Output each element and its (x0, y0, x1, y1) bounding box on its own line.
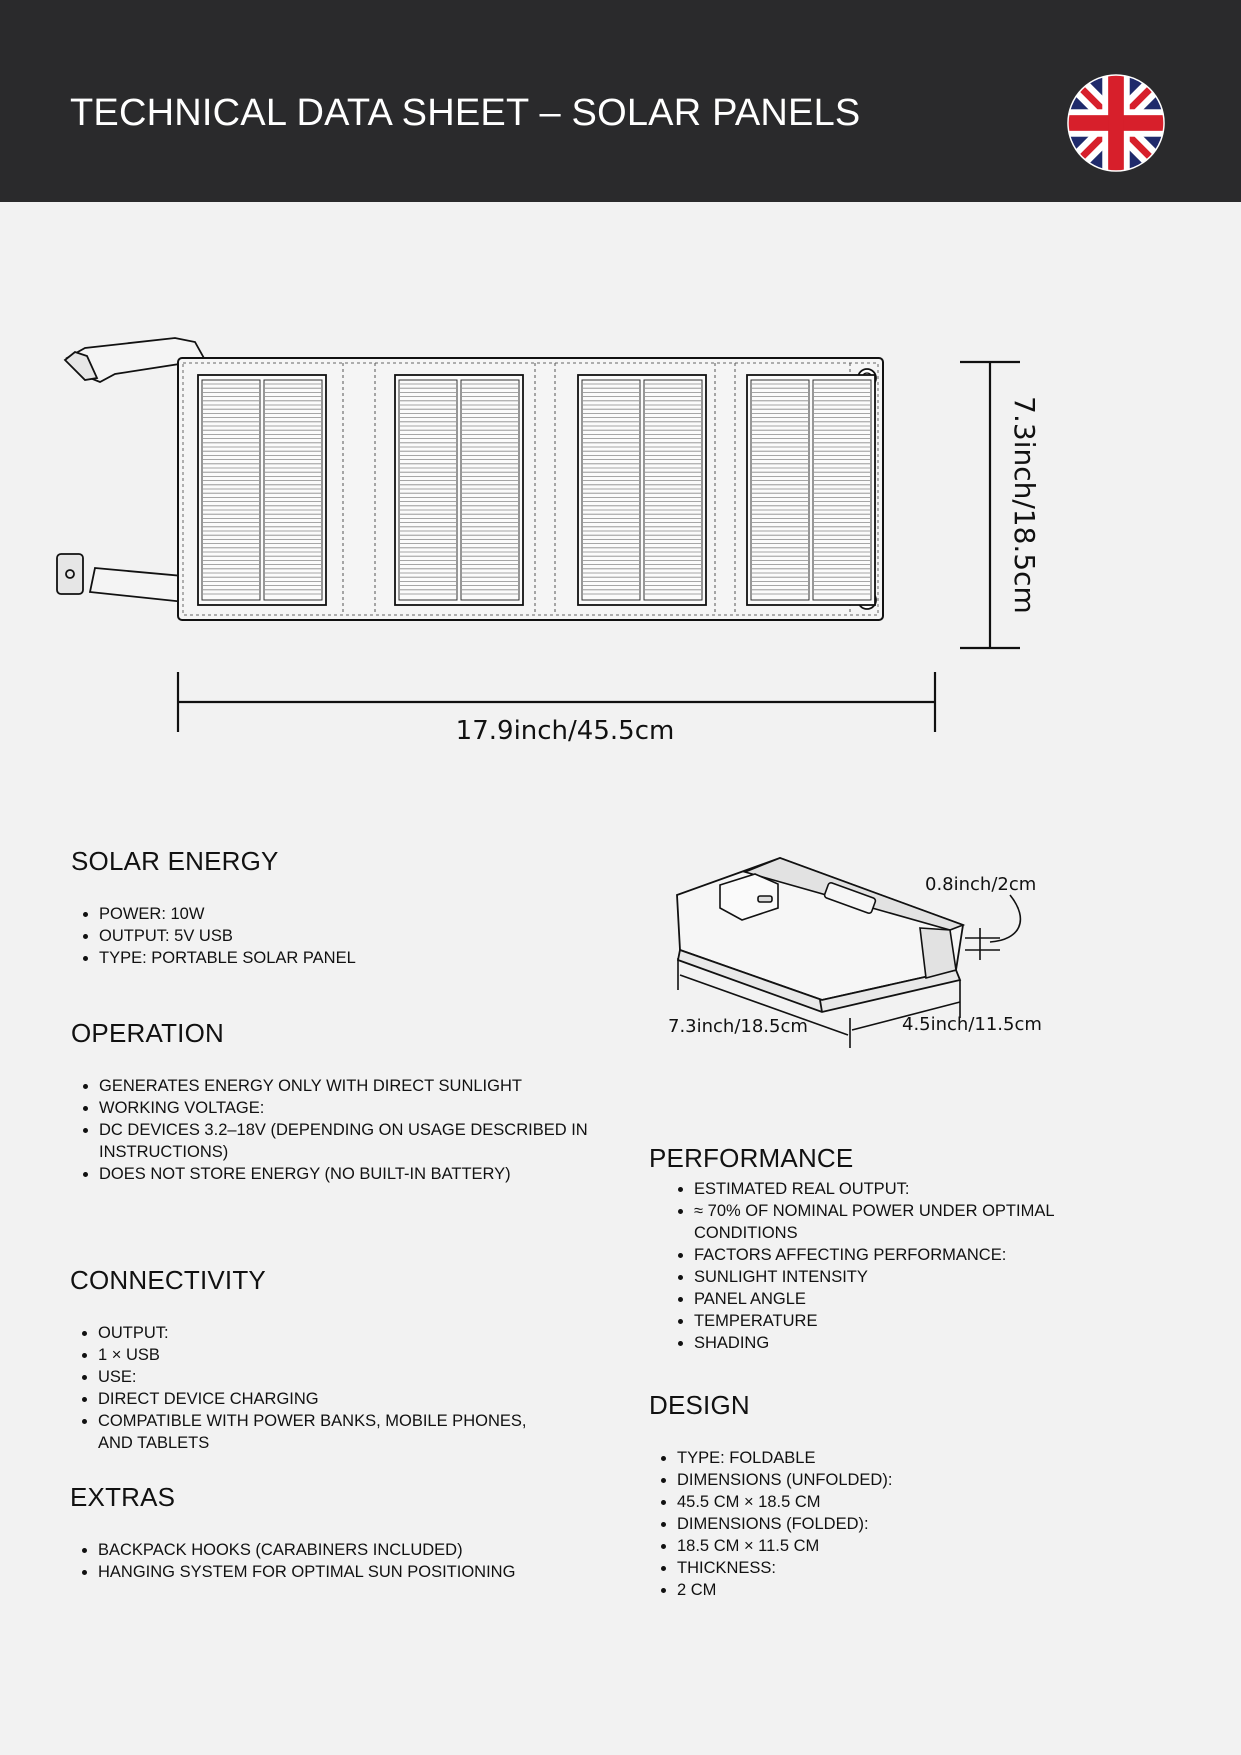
list-item: • 45.5 CM × 18.5 CM (677, 1491, 1069, 1513)
bullet-list (71, 903, 631, 969)
list-item: • HANGING SYSTEM FOR OPTIMAL SUN POSITIONING (98, 1561, 630, 1583)
list-item: • 1 × USB (98, 1344, 550, 1366)
bullet-list (649, 1178, 1089, 1354)
page-title: TECHNICAL DATA SHEET – SOLAR PANELS (70, 92, 861, 134)
bullet-list (70, 1539, 630, 1583)
list-item: • OUTPUT: 5V USB (99, 925, 631, 947)
section-extras (70, 1482, 630, 1583)
list-item: • OUTPUT: (98, 1322, 550, 1344)
list-item: • DIMENSIONS (FOLDED): (677, 1513, 1069, 1535)
unfolded-panel-diagram (55, 330, 1050, 750)
list-item: • DOES NOT STORE ENERGY (NO BUILT-IN BATTERY) (99, 1163, 611, 1185)
list-item: • THICKNESS: (677, 1557, 1069, 1579)
list-item: • SUNLIGHT INTENSITY (694, 1266, 1089, 1288)
list-item: • DIRECT DEVICE CHARGING (98, 1388, 550, 1410)
width-dimension-label: 17.9inch/45.5cm (455, 716, 675, 746)
list-item: • POWER: 10W (99, 903, 631, 925)
list-item: • PANEL ANGLE (694, 1288, 1089, 1310)
list-item: • SHADING (694, 1332, 1089, 1354)
bullet-list (649, 1447, 1069, 1601)
list-item: • TYPE: PORTABLE SOLAR PANEL (99, 947, 631, 969)
section-title: SOLAR ENERGY (71, 846, 279, 876)
height-dimension-label: 7.3inch/18.5cm (1008, 396, 1041, 614)
list-item: • 18.5 CM × 11.5 CM (677, 1535, 1069, 1557)
section-operation (71, 1018, 611, 1185)
list-item: • WORKING VOLTAGE: (99, 1097, 611, 1119)
list-item: • COMPATIBLE WITH POWER BANKS, MOBILE PHONES, AND TABLETS (98, 1410, 550, 1454)
section-title: CONNECTIVITY (70, 1265, 266, 1295)
header-bar (0, 0, 1241, 202)
uk-flag-icon (1067, 74, 1165, 172)
list-item: • DIMENSIONS (UNFOLDED): (677, 1469, 1069, 1491)
section-solar-energy (71, 846, 631, 969)
list-item: • BACKPACK HOOKS (CARABINERS INCLUDED) (98, 1539, 630, 1561)
list-item: • FACTORS AFFECTING PERFORMANCE: (694, 1244, 1089, 1266)
list-item: • ≈ 70% OF NOMINAL POWER UNDER OPTIMAL CONDITIONS (694, 1200, 1089, 1244)
list-item: • GENERATES ENERGY ONLY WITH DIRECT SUNLIGHT (99, 1075, 611, 1097)
folded-length-label: 7.3inch/18.5cm (668, 1016, 808, 1037)
list-item: • TYPE: FOLDABLE (677, 1447, 1069, 1469)
thickness-dimension-label: 0.8inch/2cm (925, 874, 1037, 895)
section-design (649, 1390, 1069, 1601)
section-title: PERFORMANCE (649, 1143, 854, 1173)
section-title: OPERATION (71, 1018, 225, 1048)
list-item: • ESTIMATED REAL OUTPUT: (694, 1178, 1089, 1200)
section-title: DESIGN (649, 1390, 750, 1420)
section-connectivity (70, 1265, 550, 1454)
folded-panel-diagram (660, 850, 1060, 1060)
section-title: EXTRAS (70, 1482, 176, 1512)
section-performance (649, 1143, 1089, 1354)
folded-width-label: 4.5inch/11.5cm (902, 1014, 1042, 1035)
bullet-list (71, 1075, 611, 1185)
bullet-list (70, 1322, 550, 1454)
list-item: • TEMPERATURE (694, 1310, 1089, 1332)
list-item: • 2 CM (677, 1579, 1069, 1601)
list-item: • USE: (98, 1366, 550, 1388)
list-item: • DC DEVICES 3.2–18V (DEPENDING ON USAGE DESCRIBED IN INSTRUCTIONS) (99, 1119, 611, 1163)
